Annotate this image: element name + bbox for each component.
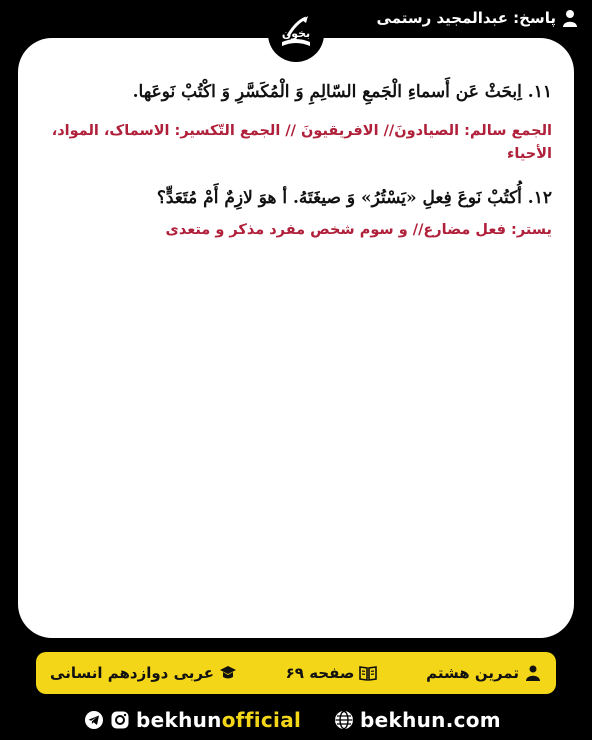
book-segment [50,664,237,682]
question-11: ١١. اِبحَثْ عَن أَسماءِ الْجَمعِ السّالِمِ وَ الْمُكَسَّرِ وَ اكْتُبْ نَوعَها. [132,82,552,102]
globe-icon [334,710,354,730]
footer [0,708,592,736]
answer-12: یستر: فعل مضارع// و سوم شخص مفرد مذکر و متعدی [165,222,552,238]
instagram-icon[interactable] [110,710,130,730]
telegram-icon[interactable] [84,710,104,730]
question-12: ١٢. أُكتُبْ نَوعَ فِعلِ «يَسْتُرُ» وَ صيغَتَهُ. أ هوَ لازِمٌ أَمْ مُتَعَدٍّ؟ [156,188,552,208]
website-link[interactable] [334,708,501,732]
svg-text:بخون: بخون [281,27,311,40]
handle-text [136,708,301,732]
lesson-info-bar [36,652,556,694]
answer-11: الجمع سالم: الصیادونَ// الافریقیونَ // الجمع التّکسیر: الاسماک، المواد، الأحیاء [51,123,552,162]
social-handle[interactable] [84,708,301,732]
website-text: bekhun.com [360,708,501,732]
graduation-cap-icon [219,664,237,682]
book-icon [359,664,377,682]
handle-main: bekhun [136,708,222,732]
handle-accent: official [221,708,302,732]
brand-logo [268,6,324,62]
page-segment [286,664,378,682]
lesson-label: تمرین هشتم [426,664,519,682]
book-label: عربی دوازدهم انسانی [50,664,214,682]
page-label: صفحه ۶۹ [285,664,355,682]
person-icon [562,9,578,27]
author-label: پاسخ: عبدالمجید رستمی [376,9,556,27]
teacher-icon [524,664,542,682]
lesson-segment [426,664,542,682]
book-pen-logo-icon [268,6,324,62]
author-credit [377,6,578,30]
